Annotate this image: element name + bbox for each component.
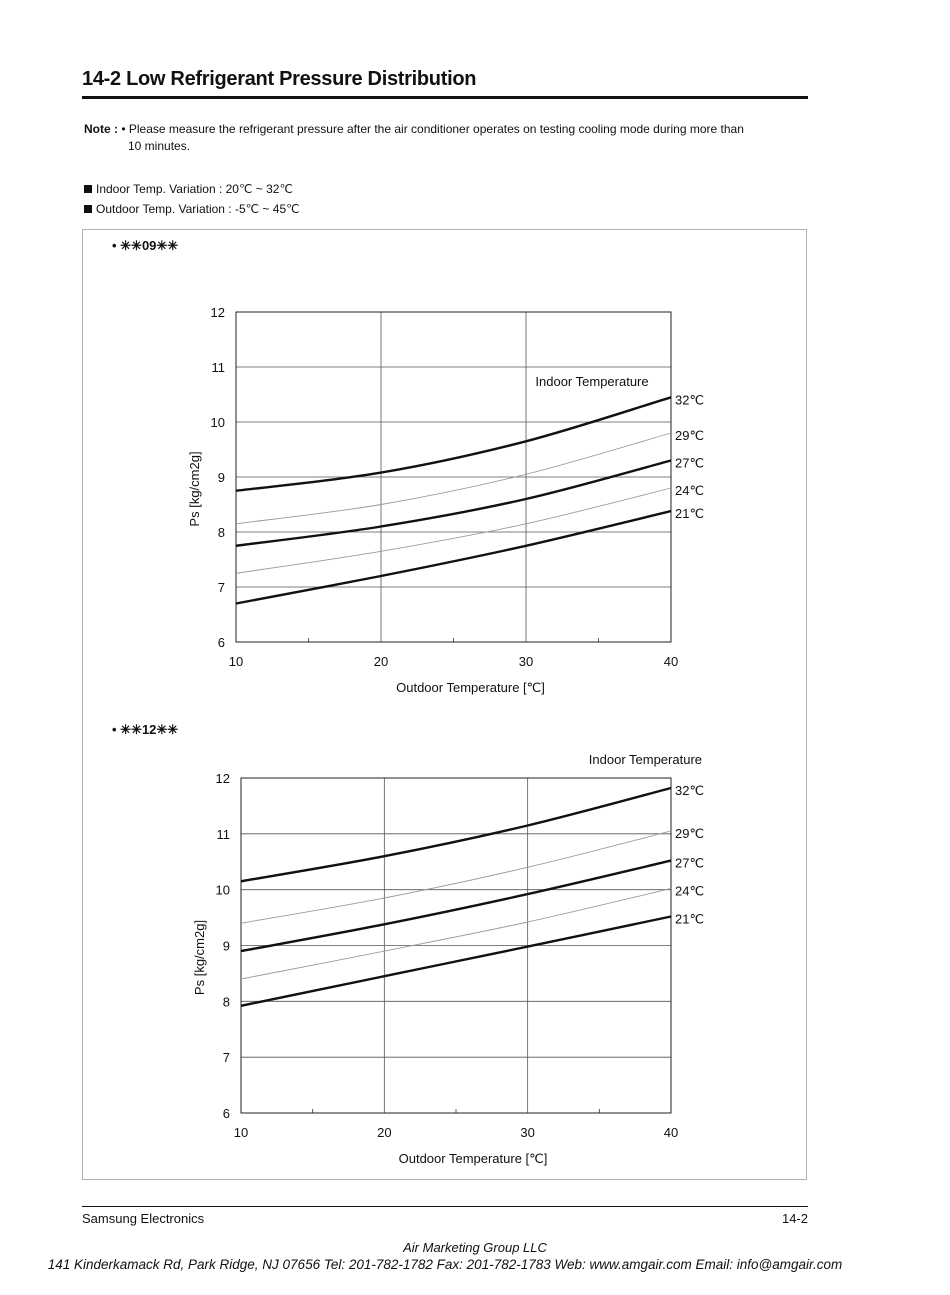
x-tick-label: 40	[663, 1125, 679, 1140]
series-line-21c	[241, 917, 671, 1006]
x-tick-label: 40	[663, 654, 679, 669]
x-tick-label: 30	[520, 1125, 535, 1140]
y-tick-label: 7	[217, 580, 225, 595]
dealer-address: 141 Kinderkamack Rd, Park Ridge, NJ 07656 Tel: 201-782-1782 Fax: 201-782-1783 Web: www.amgair.com Email: info@amgair.com	[47, 1257, 843, 1272]
y-tick-label: 10	[215, 882, 230, 898]
series-line-32c	[241, 788, 671, 881]
legend-title: Indoor Temperature	[588, 752, 702, 767]
series-label: 21℃	[675, 911, 705, 927]
series-label: 21℃	[675, 506, 705, 522]
series-label: 27℃	[675, 455, 705, 471]
series-label: 27℃	[675, 855, 705, 871]
y-tick-label: 11	[211, 360, 225, 375]
series-label: 32℃	[675, 783, 705, 799]
y-tick-label: 11	[216, 826, 230, 842]
page-title: 14-2 Low Refrigerant Pressure Distribution	[82, 68, 477, 90]
series-label: 29℃	[675, 826, 705, 842]
note-text-continued: 10 minutes.	[128, 139, 191, 153]
y-tick-label: 6	[217, 635, 225, 650]
model-label-09: • ✳✳09✳✳	[112, 238, 179, 253]
note-text: • Please measure the refrigerant pressure after the air conditioner operates on testing cooling mode during more than	[121, 122, 744, 136]
x-tick-label: 10	[228, 654, 244, 669]
note-label: Note :	[84, 122, 118, 136]
legend-title: Indoor Temperature	[535, 374, 649, 389]
x-axis-label: Outdoor Temperature [℃]	[398, 1151, 548, 1166]
dealer-name: Air Marketing Group LLC	[403, 1240, 547, 1255]
footer-company: Samsung Electronics	[82, 1211, 205, 1226]
y-axis-label: Ps [kg/cm2g]	[187, 451, 202, 527]
y-tick-label: 6	[222, 1106, 230, 1121]
y-tick-label: 7	[222, 1050, 230, 1066]
model-label-12: • ✳✳12✳✳	[112, 722, 179, 737]
y-tick-label: 8	[217, 525, 225, 540]
y-tick-label: 10	[210, 415, 225, 430]
y-axis-label: Ps [kg/cm2g]	[192, 919, 207, 996]
x-tick-label: 20	[377, 1125, 392, 1140]
footer-rule	[82, 1206, 808, 1207]
y-tick-label: 8	[222, 994, 230, 1010]
series-label: 24℃	[675, 483, 705, 498]
series-label: 32℃	[675, 392, 705, 408]
x-tick-label: 20	[373, 654, 389, 669]
series-label: 29℃	[675, 428, 705, 443]
series-line-27c	[241, 861, 671, 952]
x-axis-label: Outdoor Temperature [℃]	[396, 680, 545, 695]
footer-page-number: 14-2	[781, 1211, 808, 1226]
indoor-variation-text: Indoor Temp. Variation : 20℃ ~ 32℃	[96, 182, 293, 196]
y-tick-label: 9	[217, 470, 225, 485]
x-tick-label: 10	[233, 1125, 249, 1140]
y-tick-label: 12	[215, 771, 230, 786]
x-tick-label: 30	[518, 654, 534, 669]
y-tick-label: 9	[222, 938, 230, 954]
series-label: 24℃	[675, 883, 705, 899]
y-tick-label: 12	[210, 305, 225, 320]
series-line-24c	[241, 889, 671, 980]
outdoor-variation-text: Outdoor Temp. Variation : -5℃ ~ 45℃	[96, 202, 300, 216]
